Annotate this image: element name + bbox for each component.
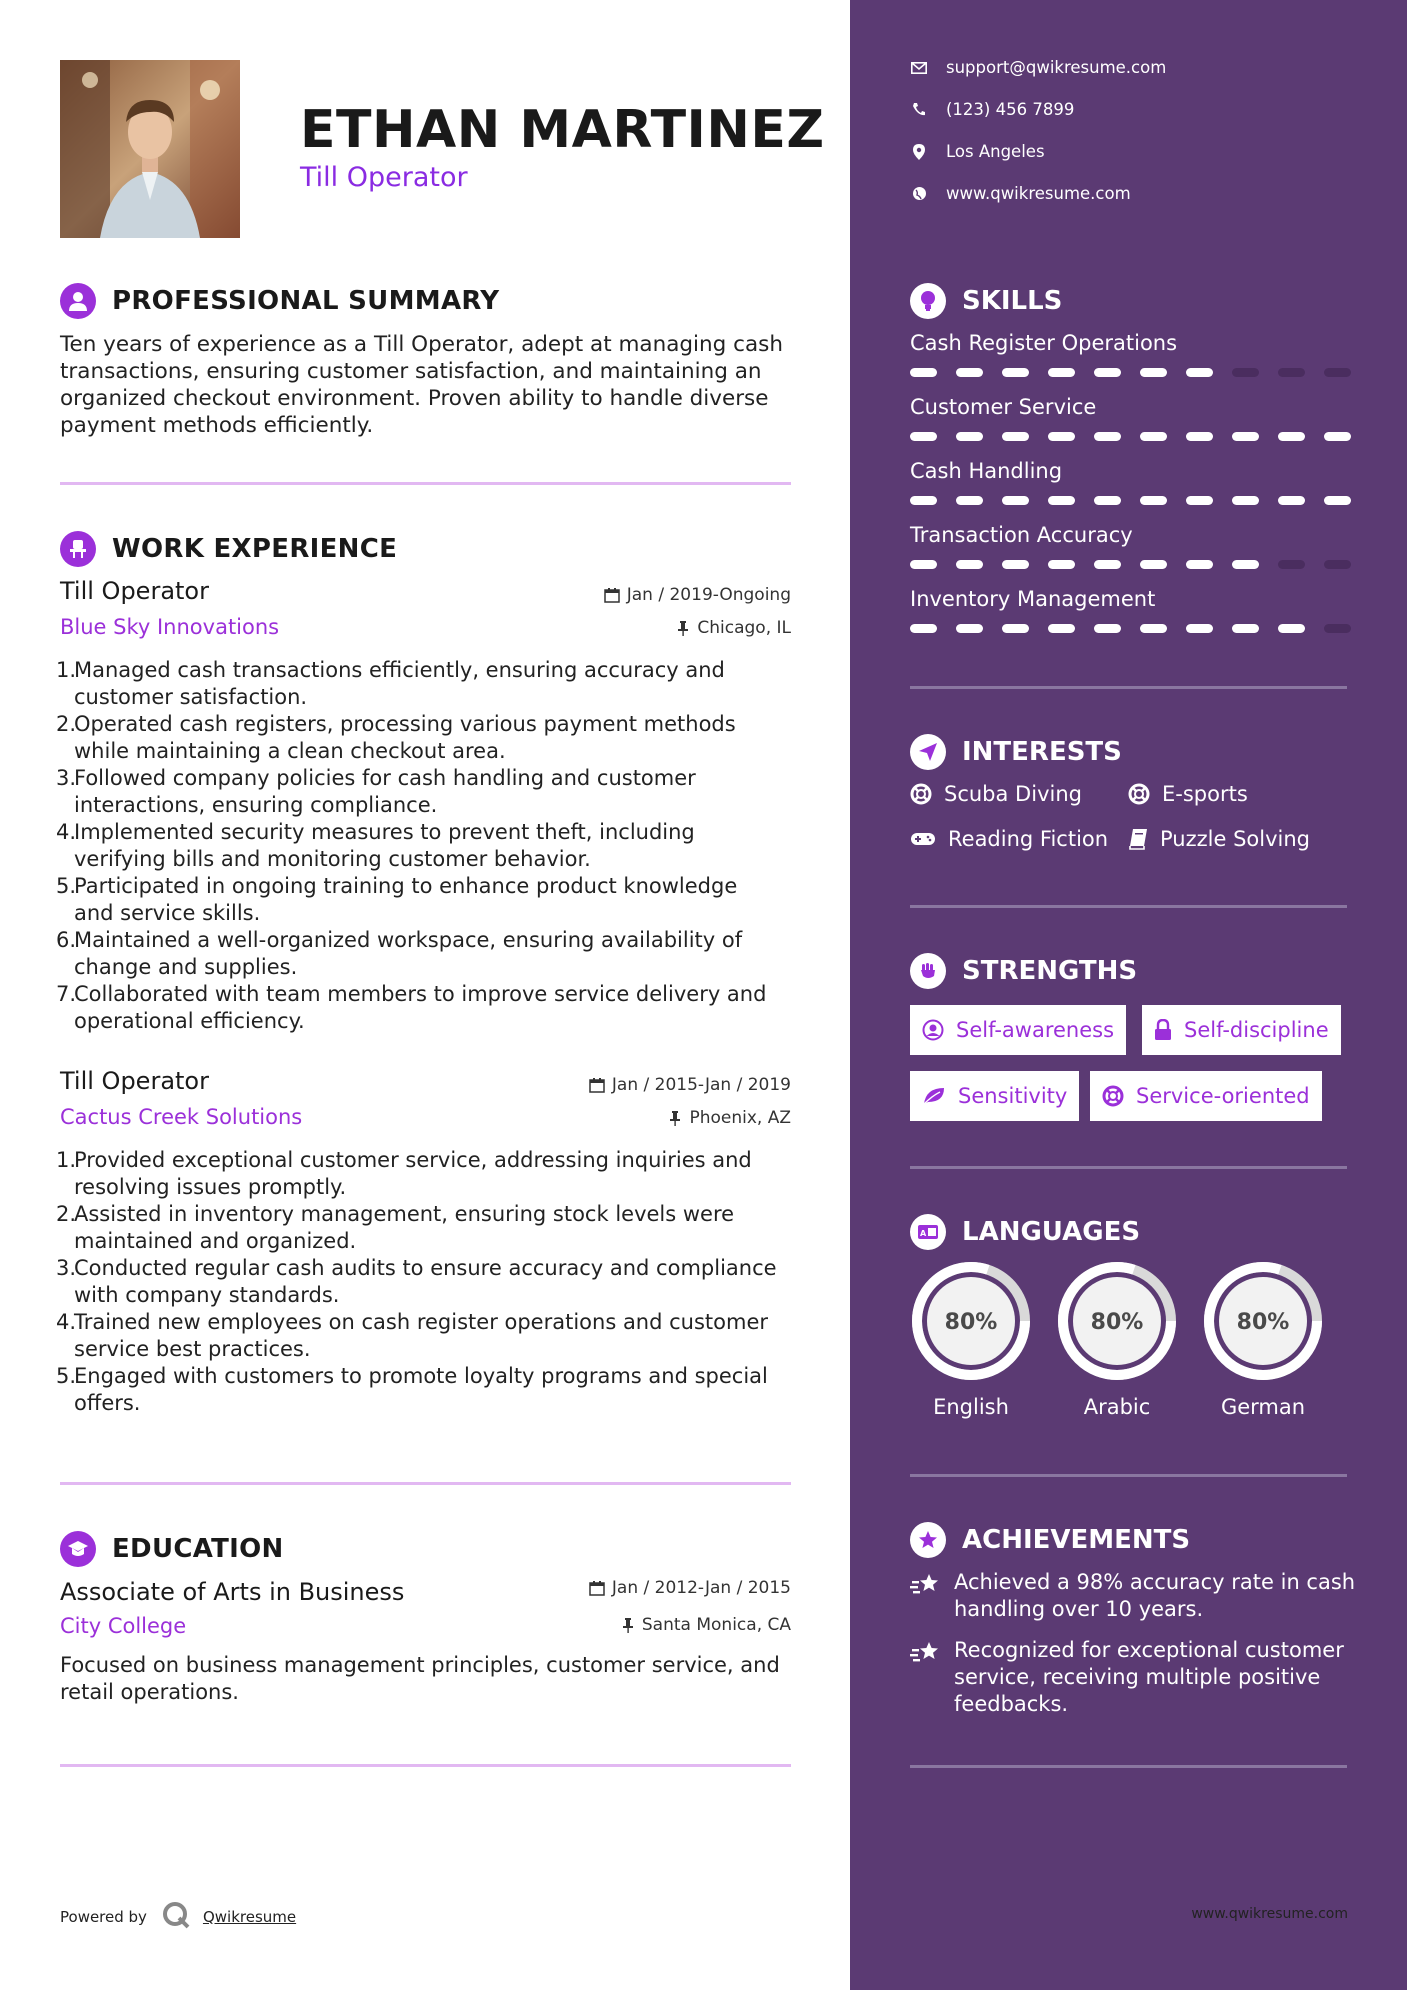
summary-line: Ten years of experience as a Till Operator, adept at managing cash [60,332,783,357]
skill-segment [1186,432,1213,441]
item-line: Maintained a well-organized workspace, ensuring availability of [74,928,743,952]
skill-segment [1232,368,1259,377]
phone-text: (123) 456 7899 [946,100,1075,119]
skill-segment [910,560,937,569]
phone-icon [910,102,928,117]
skill-name: Cash Register Operations [910,331,1178,355]
experience-heading [60,531,397,567]
powered-by [60,1900,296,1934]
location-pin-icon [910,144,928,160]
summary-line: transactions, ensuring customer satisfaction, and maintaining an [60,359,762,384]
strengths-title: STRENGTHS [962,956,1138,986]
summary-title: PROFESSIONAL SUMMARY [112,286,500,316]
list-item [56,1147,790,1201]
skill-segment [1140,624,1167,633]
item-number: 4. [56,820,77,844]
language-percent: 80% [944,1310,998,1335]
item-line: offers. [74,1391,141,1415]
job-1-company: Blue Sky Innovations [60,615,280,639]
achievement-line: service, receiving multiple positive [954,1665,1321,1689]
skill-level-bar [910,560,1370,569]
achievements-heading [910,1522,1190,1558]
list-item [56,711,790,765]
skill-segment [1048,496,1075,505]
job-title: Till Operator [300,162,468,193]
item-number: 2. [56,712,77,736]
svg-text:A: A [920,1229,927,1238]
section-divider [910,1765,1347,1768]
item-number: 5. [56,1364,77,1388]
list-item [56,1201,790,1255]
education-location-text: Santa Monica, CA [641,1615,791,1635]
interests-heading [910,734,1122,770]
item-line: Implemented security measures to prevent theft, including [74,820,695,844]
skill-segment [1232,560,1259,569]
interests-title: INTERESTS [962,737,1122,767]
school: City College [60,1614,187,1638]
calendar-icon [604,587,620,603]
item-number: 1. [56,658,77,682]
skill-segment [1324,368,1351,377]
list-item [56,1309,790,1363]
job-1-dates-text: Jan / 2019-Ongoing [626,585,791,605]
job-1-duties [56,657,790,1035]
item-line: service best practices. [74,1337,311,1361]
skill-segment [956,560,983,569]
item-line: verifying bills and monitoring customer behavior. [74,847,591,871]
summary-line: payment methods efficiently. [60,413,374,438]
list-item [56,819,790,873]
achievement-item [910,1637,1344,1718]
skill-segment [1094,624,1121,633]
item-number: 5. [56,874,77,898]
skill-segment [910,496,937,505]
item-line: with company standards. [74,1283,340,1307]
achievement-line: Recognized for exceptional customer [954,1638,1344,1662]
fist-icon [910,953,946,989]
interest-label: E-sports [1162,782,1248,806]
language-gauge [1202,1260,1324,1382]
skills-title: SKILLS [962,286,1063,316]
job-2-company: Cactus Creek Solutions [60,1105,303,1129]
education-dates [589,1578,791,1598]
skill-segment [1002,624,1029,633]
languages-heading [910,1214,1140,1250]
skill-segment [910,624,937,633]
language-ring [1056,1260,1178,1382]
skill-segment [1048,560,1075,569]
summary-text [60,331,800,439]
item-line: operational efficiency. [74,1009,305,1033]
skill-segment [1002,368,1029,377]
skill-segment [1048,368,1075,377]
item-line: change and supplies. [74,955,298,979]
skill-segment [1140,496,1167,505]
language-name: Arabic [1083,1395,1151,1419]
item-line: maintained and organized. [74,1229,357,1253]
education-heading [60,1531,284,1567]
list-item [56,765,790,819]
skill-name: Inventory Management [910,587,1156,611]
skill-segment [1232,432,1259,441]
skill-segment [1094,368,1121,377]
skill-segment [1002,560,1029,569]
skill-segment [1002,496,1029,505]
item-number: 2. [56,1202,77,1226]
languages-title: LANGUAGES [962,1217,1141,1247]
section-divider [910,686,1347,689]
job-2-location-text: Phoenix, AZ [689,1108,791,1128]
skill-segment [1094,432,1121,441]
section-divider [910,1474,1347,1477]
item-number: 3. [56,766,77,790]
contact-location [910,142,1045,161]
item-line: and service skills. [74,901,261,925]
skill-level-bar [910,496,1370,505]
achievements-title: ACHIEVEMENTS [962,1525,1191,1555]
list-item [56,1255,790,1309]
skill-segment [956,624,983,633]
skill-level-bar [910,432,1370,441]
skill-name: Customer Service [910,395,1097,419]
pin-icon [676,620,690,636]
item-line: Trained new employees on cash register operations and customer [74,1310,769,1334]
skill-segment [1186,560,1213,569]
skill-segment [1048,432,1075,441]
item-number: 4. [56,1310,77,1334]
skill-segment [1140,560,1167,569]
strength-badge [1090,1071,1322,1121]
language-ring [910,1260,1032,1382]
location-text: Los Angeles [946,142,1045,161]
skill-segment [1232,496,1259,505]
skill-segment [1278,432,1305,441]
calendar-icon [589,1580,605,1596]
skill-segment [910,368,937,377]
shooting-star-icon [910,1639,942,1667]
education-location [621,1615,791,1635]
language-icon [910,1214,946,1250]
section-divider [910,905,1347,908]
job-2-title: Till Operator [60,1067,209,1095]
interest-label: Reading Fiction [948,827,1109,851]
item-line: Assisted in inventory management, ensuring stock levels were [74,1202,735,1226]
strength-label: Self-discipline [1184,1018,1329,1042]
qwikresume-logo-icon [161,1900,191,1934]
item-line: Collaborated with team members to improve service delivery and [74,982,767,1006]
item-line: customer satisfaction. [74,685,308,709]
achievement-line: handling over 10 years. [954,1597,1204,1621]
list-item [56,927,790,981]
skill-segment [1278,560,1305,569]
education-dates-text: Jan / 2012-Jan / 2015 [611,1578,791,1598]
qwikresume-link[interactable]: Qwikresume [202,1908,297,1926]
strength-badge [1142,1005,1341,1055]
contact-website [910,184,1131,203]
skill-level-bar [910,624,1370,633]
list-item [56,873,790,927]
language-percent: 80% [1090,1310,1144,1335]
skill-segment [910,432,937,441]
list-item [56,657,790,711]
education-title: EDUCATION [112,1534,284,1564]
footer-website[interactable]: www.qwikresume.com [1191,1906,1348,1922]
item-number: 7. [56,982,77,1006]
job-1-location [676,618,791,638]
skill-segment [1324,624,1351,633]
skill-segment [1002,432,1029,441]
strength-badge [910,1005,1126,1055]
item-line: Conducted regular cash audits to ensure accuracy and compliance [74,1256,777,1280]
job-2-duties [56,1147,790,1417]
education-line: Focused on business management principles, customer service, and [60,1653,780,1677]
strength-label: Sensitivity [958,1084,1068,1108]
skill-segment [1232,624,1259,633]
language-gauge [910,1260,1032,1382]
section-divider [910,1166,1347,1169]
education-line: retail operations. [60,1680,239,1704]
lock-icon [1154,1019,1172,1041]
skill-segment [956,368,983,377]
job-1-dates [604,585,791,605]
paper-plane-icon [910,734,946,770]
language-name: English [933,1395,1009,1419]
envelope-icon [910,62,928,74]
skills-heading [910,283,1062,319]
item-number: 6. [56,928,77,952]
section-divider [60,482,791,485]
skill-segment [956,432,983,441]
lifebuoy-icon [910,783,932,805]
skill-segment [1094,560,1121,569]
item-line: interactions, ensuring compliance. [74,793,438,817]
job-2-dates-text: Jan / 2015-Jan / 2019 [611,1075,791,1095]
pin-icon [621,1617,635,1633]
item-line: Followed company policies for cash handling and customer [74,766,696,790]
user-circle-icon [922,1019,944,1041]
experience-title: WORK EXPERIENCE [112,534,398,564]
powered-by-label: Powered by [60,1908,147,1926]
skill-segment [1324,496,1351,505]
language-name: German [1220,1395,1306,1419]
email-text[interactable]: support@qwikresume.com [946,58,1167,77]
contact-phone [910,100,1074,119]
skill-segment [1324,432,1351,441]
skill-name: Cash Handling [910,459,1063,483]
interest-item [910,827,1108,851]
item-line: Managed cash transactions efficiently, ensuring accuracy and [74,658,725,682]
skill-level-bar [910,368,1370,377]
calendar-icon [589,1077,605,1093]
item-line: Engaged with customers to promote loyalty programs and special [74,1364,768,1388]
candidate-name: ETHAN MARTINEZ [300,100,825,160]
achievement-line: Achieved a 98% accuracy rate in cash [954,1570,1356,1594]
skill-name: Transaction Accuracy [910,523,1133,547]
item-number: 3. [56,1256,77,1280]
item-number: 1. [56,1148,77,1172]
shooting-star-icon [910,1571,942,1599]
job-1-location-text: Chicago, IL [697,618,791,638]
skill-segment [1278,624,1305,633]
website-text[interactable]: www.qwikresume.com [946,184,1131,203]
interest-label: Puzzle Solving [1160,827,1310,851]
leaf-icon [922,1086,946,1106]
skill-segment [1094,496,1121,505]
graduation-icon [60,1531,96,1567]
skill-segment [1324,560,1351,569]
chair-icon [60,531,96,567]
lifebuoy-icon [1102,1085,1124,1107]
section-divider [60,1764,791,1767]
language-percent: 80% [1236,1310,1290,1335]
contact-email [910,58,1166,77]
achievement-item [910,1569,1355,1623]
achievement-line: feedbacks. [954,1692,1069,1716]
strengths-heading [910,953,1137,989]
language-gauge [1056,1260,1178,1382]
item-line: Operated cash registers, processing various payment methods [74,712,736,736]
job-2-location [668,1108,791,1128]
list-item [56,981,790,1035]
skill-segment [1186,496,1213,505]
strength-label: Service-oriented [1136,1084,1310,1108]
interest-item [1128,782,1248,806]
lifebuoy-icon [1128,783,1150,805]
skill-segment [1186,368,1213,377]
skill-segment [1140,432,1167,441]
job-1-title: Till Operator [60,577,209,605]
skill-segment [1278,368,1305,377]
strength-label: Self-awareness [956,1018,1115,1042]
pin-icon [668,1110,682,1126]
skill-segment [1048,624,1075,633]
globe-icon [910,186,928,201]
lightbulb-icon [910,283,946,319]
profile-photo [60,60,240,238]
strength-badge [910,1071,1079,1121]
interest-item [1128,827,1310,851]
gamepad-icon [910,830,936,848]
job-2-dates [589,1075,791,1095]
item-line: Participated in ongoing training to enhance product knowledge [74,874,738,898]
section-divider [60,1482,791,1485]
education-description [60,1652,800,1706]
summary-line: organized checkout environment. Proven ability to handle diverse [60,386,769,411]
star-badge-icon [910,1522,946,1558]
item-line: while maintaining a clean checkout area. [74,739,506,763]
interest-item [910,782,1082,806]
sidebar [850,0,1407,1990]
interest-label: Scuba Diving [944,782,1082,806]
language-ring [1202,1260,1324,1382]
item-line: Provided exceptional customer service, addressing inquiries and [74,1148,752,1172]
degree: Associate of Arts in Business [60,1578,405,1606]
skill-segment [1186,624,1213,633]
skill-segment [1140,368,1167,377]
user-icon [60,283,96,319]
skill-segment [1278,496,1305,505]
summary-heading [60,283,499,319]
book-icon [1128,828,1148,850]
item-line: resolving issues promptly. [74,1175,347,1199]
list-item [56,1363,790,1417]
skill-segment [956,496,983,505]
